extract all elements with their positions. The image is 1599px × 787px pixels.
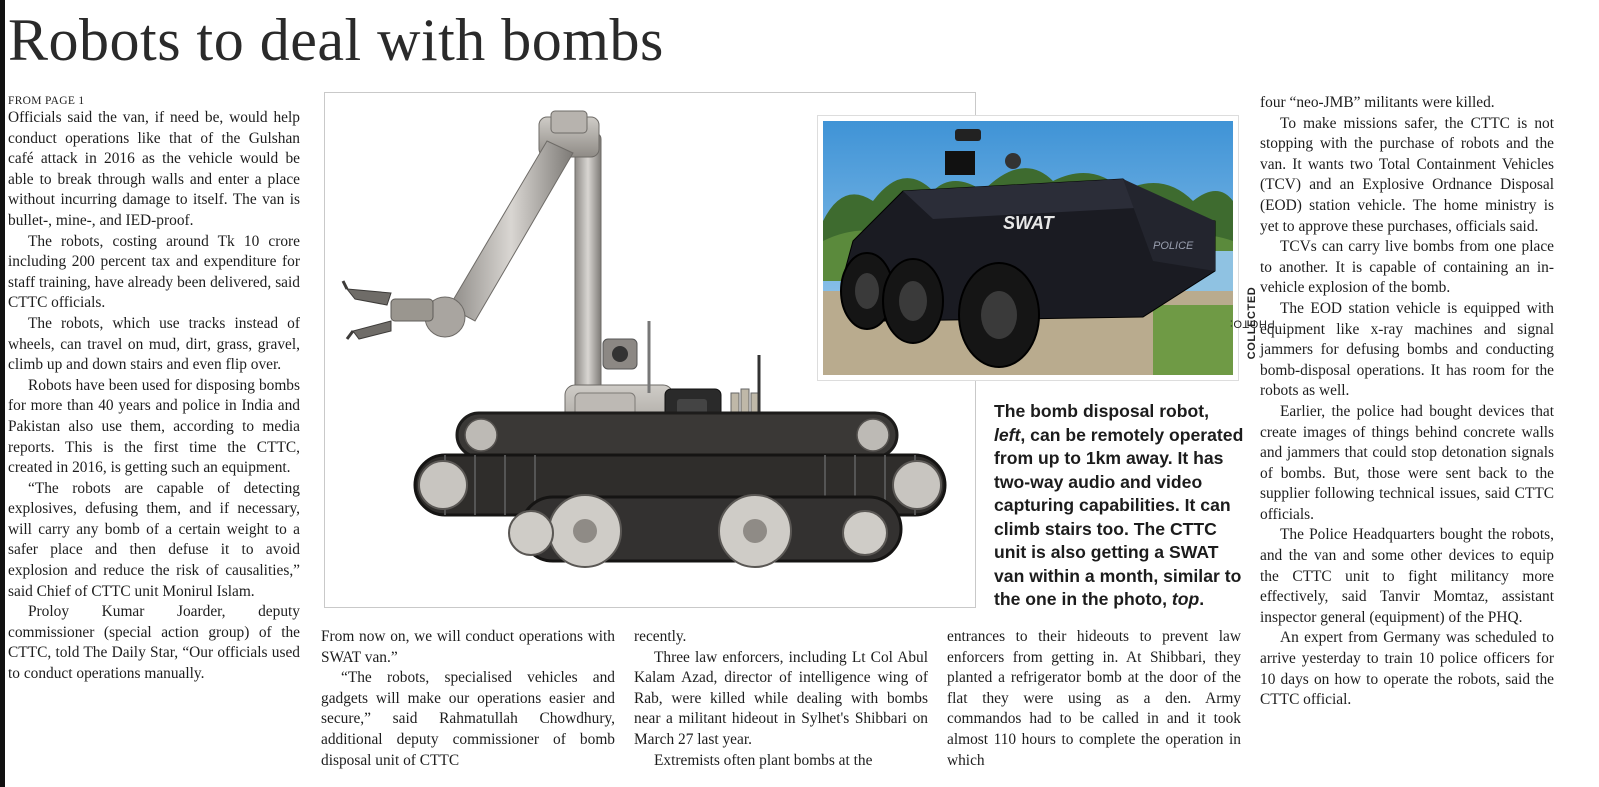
van-police-text: POLICE (1153, 240, 1194, 252)
caption-text: The bomb disposal robot, (994, 401, 1210, 421)
caption-italic-top: top (1171, 589, 1200, 609)
paragraph: The EOD station vehicle is equipped with equipment like x-ray machines and signal jammers for defusing bombs and conducting bomb-disposal operations. It has room for the robots as well. (1260, 299, 1554, 400)
paragraph: The robots, costing around Tk 10 crore including 200 percent tax and expenditure for staff training, have already been delivered, said CTTC officials. (8, 232, 300, 312)
page-spine-edge (0, 0, 5, 787)
paragraph: To make missions safer, the CTTC is not stopping with the purchase of robots and the van. It wants two Total Containment Vehicles (TCV) and an Explosive Ordnance Disposal (EOD) station vehicle. The home ministry is yet to approve these purchases, officials said. (1260, 114, 1554, 235)
paragraph: recently. (634, 628, 687, 645)
paragraph: An expert from Germany was scheduled to arrive yesterday to train 10 police officers for 10 days on how to operate the robots, said the CTTC official. (1260, 629, 1554, 709)
paragraph: entrances to their hideouts to prevent law enforcers from getting in. At Shibbari, they planted a refrigerator bomb at the door of the flat they were using as a den. Army commandos had to be called in and it took almost 110 hours to complete the operation in which (947, 628, 1241, 769)
article-column-4 (947, 627, 1241, 771)
paragraph: The robots, which use tracks instead of wheels, can travel on mud, dirt, grass, gravel, climb up and down stairs and even flip over. (8, 314, 300, 374)
paragraph: Proloy Kumar Joarder, deputy commissioner (special action group) of the CTTC, told The Daily Star, “Our officials used to conduct operations manually. (8, 603, 300, 683)
paragraph: Extremists often plant bombs at the (654, 751, 873, 769)
headline: Robots to deal with bombs (8, 7, 664, 73)
paragraph: “The robots are capable of detecting explosives, defusing them, and if necessary, will carry any bomb of a certain weight to a safer place and then defuse it to avoid explosion and reduce the risk of causalities,” said Chief of CTTC unit Monirul Islam. (8, 479, 300, 600)
paragraph: Officials said the van, if need be, would help conduct operations like that of the Gulshan café attack in 2016 as the vehicle would be able to break through walls and enter a place without incurring damage to itself. The van is bullet-, mine-, and IED-proof. (8, 109, 300, 229)
paragraph: From now on, we will conduct operations with SWAT van.” (321, 628, 615, 666)
caption-text: , can be remotely operated from up to 1km away. It has two-way audio and video capturing capabilities. It can climb stairs too. The CTTC unit is also getting a SWAT van within a month, similar to the one in the photo, (994, 424, 1244, 609)
van-swat-text: SWAT (1003, 213, 1054, 233)
article-column-5 (1260, 93, 1554, 711)
paragraph: four “neo-JMB” militants were killed. (1260, 94, 1495, 111)
jump-kicker: FROM PAGE 1 (8, 95, 85, 107)
caption-italic-left: left (994, 424, 1021, 445)
paragraph: Earlier, the police had bought devices that create images of things behind concrete walls and jammers that could stop detonation signals of bombs. But, those were sent back to the supplier following technical issues, said CTTC officials. (1260, 402, 1554, 523)
credit-name: COLLECTED (1246, 286, 1258, 360)
article-column-3 (634, 627, 928, 771)
paragraph: TCVs can carry live bombs from one place to another. It is capable of containing an in-vehicle explosion of the bomb. (1260, 238, 1554, 297)
article-column-2 (321, 627, 615, 771)
credit-prefix: PHOTO: (1229, 317, 1275, 329)
paragraph: The Police Headquarters bought the robots, and the van and some other devices to equip the CTTC unit to fight militancy more effectively, said Tanvir Momtaz, assistant inspector general (equipment) of the PHQ. (1260, 526, 1554, 626)
caption-text: . (1199, 589, 1205, 609)
swat-van-image (823, 121, 1233, 375)
paragraph: “The robots, specialised vehicles and gadgets will make our operations easier and secure,” said Rahmatullah Chowdhury, additional deputy commissioner of bomb disposal unit of CTTC (321, 669, 615, 769)
paragraph: Robots have been used for disposing bombs for more than 40 years and police in India and Pakistan also use them, according to media reports. This is the first time the CTTC, created in 2016, is getting such an equipment. (8, 376, 300, 477)
paragraph: Three law enforcers, including Lt Col Abul Kalam Azad, director of intelligence wing of Rab, were killed while dealing with bombs near a militant hideout in Sylhet's Shibbari on March 27 last year. (634, 648, 928, 748)
article-column-1 (8, 94, 300, 685)
photo-caption (994, 400, 1244, 612)
